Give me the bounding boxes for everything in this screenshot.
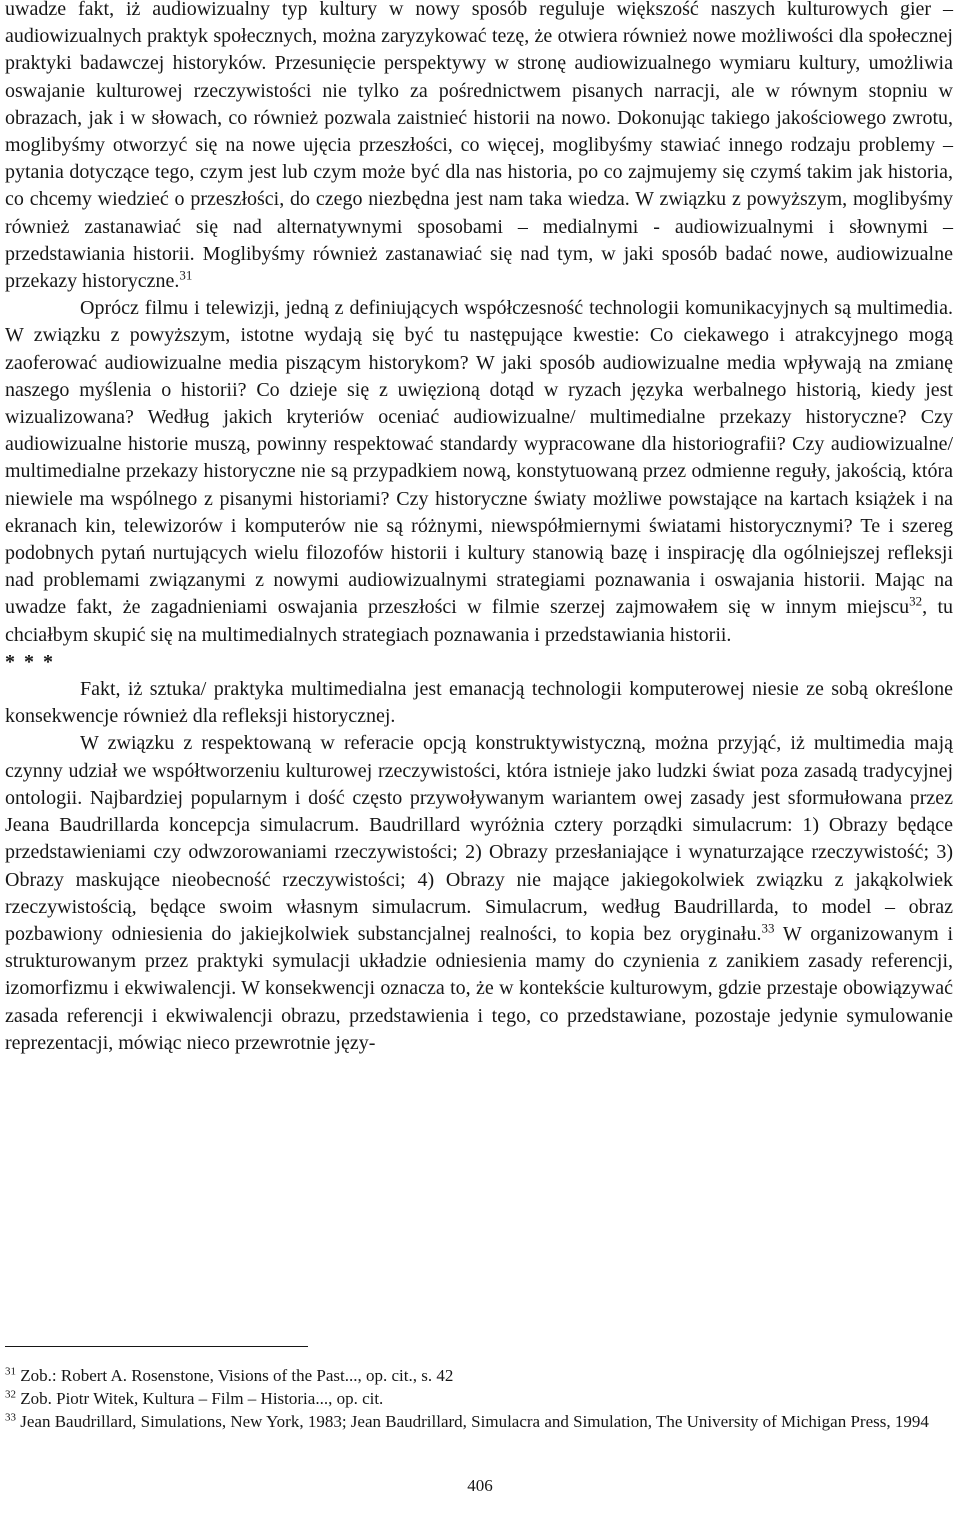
paragraph-4-text-cont: W organizowanym i strukturowanym przez praktyki symulacji układzie odniesienia mamy do czynienia z zanikiem zasady referencji, izomorfizmu i ekwiwalencji. W konsekwencji oznacza to, że w kontekście kulturowym, gdzie przestaje obowiązywać zasada referencji i ekwiwalencji obrazu, przedstawienia i tego, co przedstawiane, pozostaje jedynie symulowanie reprezentacji, mówiąc nieco przewrotnie języ- (5, 922, 954, 1054)
footnote-33 (5, 1410, 955, 1433)
footnote-text: Zob.: Robert A. Rosenstone, Visions of the Past..., op. cit., s. 42 (16, 1366, 454, 1385)
section-separator: * * * (5, 650, 55, 673)
paragraph-4 (5, 730, 953, 1056)
footnote-32 (5, 1387, 955, 1410)
footnote-ref-32[interactable]: 32 (909, 593, 923, 609)
paragraph-1-text: uwadze fakt, iż audiowizualny typ kultury w nowy sposób reguluje większość naszych kulturowych gier – audiowizualnych praktyk społecznych, można zaryzykować tezę, że otwiera również nowe możliwości dla społecznej praktyki badawczej historyków. Przesunięcie perspektywy w stronę audiowizualnego wymiaru kultury, umożliwia oswajanie kulturowej rzeczywistości nie tylko za pośrednictwem pisanych narracji, ale w równym stopniu w obrazach, jak i w słowach, co również pozwala zaistnieć historii na nowo. Dokonując takiego jakościowego zwrotu, moglibyśmy otworzyć się na nowe ujęcia przeszłości, co więcej, moglibyśmy stawiać innego rodzaju problemy – pytania dotyczące tego, czym jest lub czym może być dla nas historia, po co zajmujemy się czymś takim jak historia, co chcemy wiedzieć o przeszłości, do czego niezbędna jest nam taka wiedza. W związku z powyższym, moglibyśmy również zastanawiać się nad alternatywnymi sposobami – medialnymi - audiowizualnymi i słownymi – przedstawiania historii. Moglibyśmy również zastanawiać się nad tym, w jaki sposób badać nowe, audiowizualne przekazy historyczne. (5, 0, 953, 293)
document-body (5, 0, 953, 1057)
footnote-ref-31[interactable]: 31 (179, 267, 193, 283)
footnote-number: 31 (5, 1365, 16, 1378)
footnote-ref-33[interactable]: 33 (761, 920, 775, 936)
paragraph-2 (5, 295, 953, 649)
footnotes (5, 1364, 955, 1433)
footnote-separator-rule (5, 1346, 308, 1347)
footnote-number: 33 (5, 1411, 16, 1424)
footnote-31 (5, 1364, 955, 1387)
paragraph-1 (5, 0, 953, 295)
paragraph-4-text: W związku z respektowaną w referacie opcją konstruktywistyczną, można przyjąć, iż multimedia mają czynny udział we współtworzeniu kulturowej rzeczywistości, która istnieje jako ludzki świat poza zasadą tradycyjnej ontologii. Najbardziej popularnym i dość często przywoływanym wariantem owej zasady jest sformułowana przez Jeana Baudrillarda koncepcja simulacrum. Baudrillard wyróżnia cztery porządki simulacrum: 1) Obrazy będące przedstawieniami czy odwzorowaniami rzeczywistości; 2) Obrazy przesłaniające i wynaturzające rzeczywistość; 3) Obrazy maskujące nieobecność rzeczywistości; 4) Obrazy nie mające jakiegokolwiek związku z jakąkolwiek rzeczywistością, będące swoim własnym simulacrum. Simulacrum, według Baudrillarda, to model – obraz pozbawiony odniesienia do jakiejkolwiek substancjalnej realności, to kopia bez oryginału. (5, 732, 953, 945)
paragraph-3: Fakt, iż sztuka/ praktyka multimedialna jest emanacją technologii komputerowej niesie ze sobą określone konsekwencje również dla refleksji historycznej. (5, 678, 953, 728)
paragraph-2-text-cont: , tu chciałbym skupić się na multimedialnych strategiach poznawania i przedstawiania historii. (5, 596, 953, 646)
footnote-number: 32 (5, 1388, 16, 1401)
page-number: 406 (467, 1476, 493, 1495)
paragraph-2-text: Oprócz filmu i telewizji, jedną z definiujących współczesność technologii komunikacyjnych są multimedia. W związku z powyższym, istotne wydają się być tu następujące kwestie: Co ciekawego i atrakcyjnego mogą zaoferować audiowizualne media piszącym historykom? W jaki sposób audiowizualne media wpływają na zmianę naszego myślenia o historii? Co dzieje się z uwięzioną dotąd w ryzach języka werbalnego historią, kiedy jest wizualizowana? Według jakich kryteriów oceniać audiowizualne/ multimedialne przekazy historyczne? Czy audiowizualne historie muszą, powinny respektować standardy wypracowane dla historiografii? Czy audiowizualne/ multimedialne przekazy historyczne nie są przypadkiem nową, konstytuowaną przez odmienne reguły, jakością, która niewiele ma wspólnego z pisanymi historiami? Czy historyczne światy możliwe powstające na kartach książek i na ekranach kin, telewizorów i komputerów nie są różnymi, niewspółmiernymi światami historycznymi? Te i szereg podobnych pytań nurtujących wielu filozofów historii i kultury stanowią bazę i inspirację dla ogólniejszej refleksji nad problemami związanymi z nowymi audiowizualnymi strategiami poznawania i oswajania historii. Mając na uwadze fakt, że zagadnieniami oswajania przeszłości w filmie szerzej zajmowałem się w innym miejscu (5, 297, 953, 619)
footnote-text: Jean Baudrillard, Simulations, New York, 1983; Jean Baudrillard, Simulacra and Simulation, The University of Michigan Press, 1994 (16, 1412, 929, 1431)
footnote-text: Zob. Piotr Witek, Kultura – Film – Historia..., op. cit. (16, 1389, 384, 1408)
